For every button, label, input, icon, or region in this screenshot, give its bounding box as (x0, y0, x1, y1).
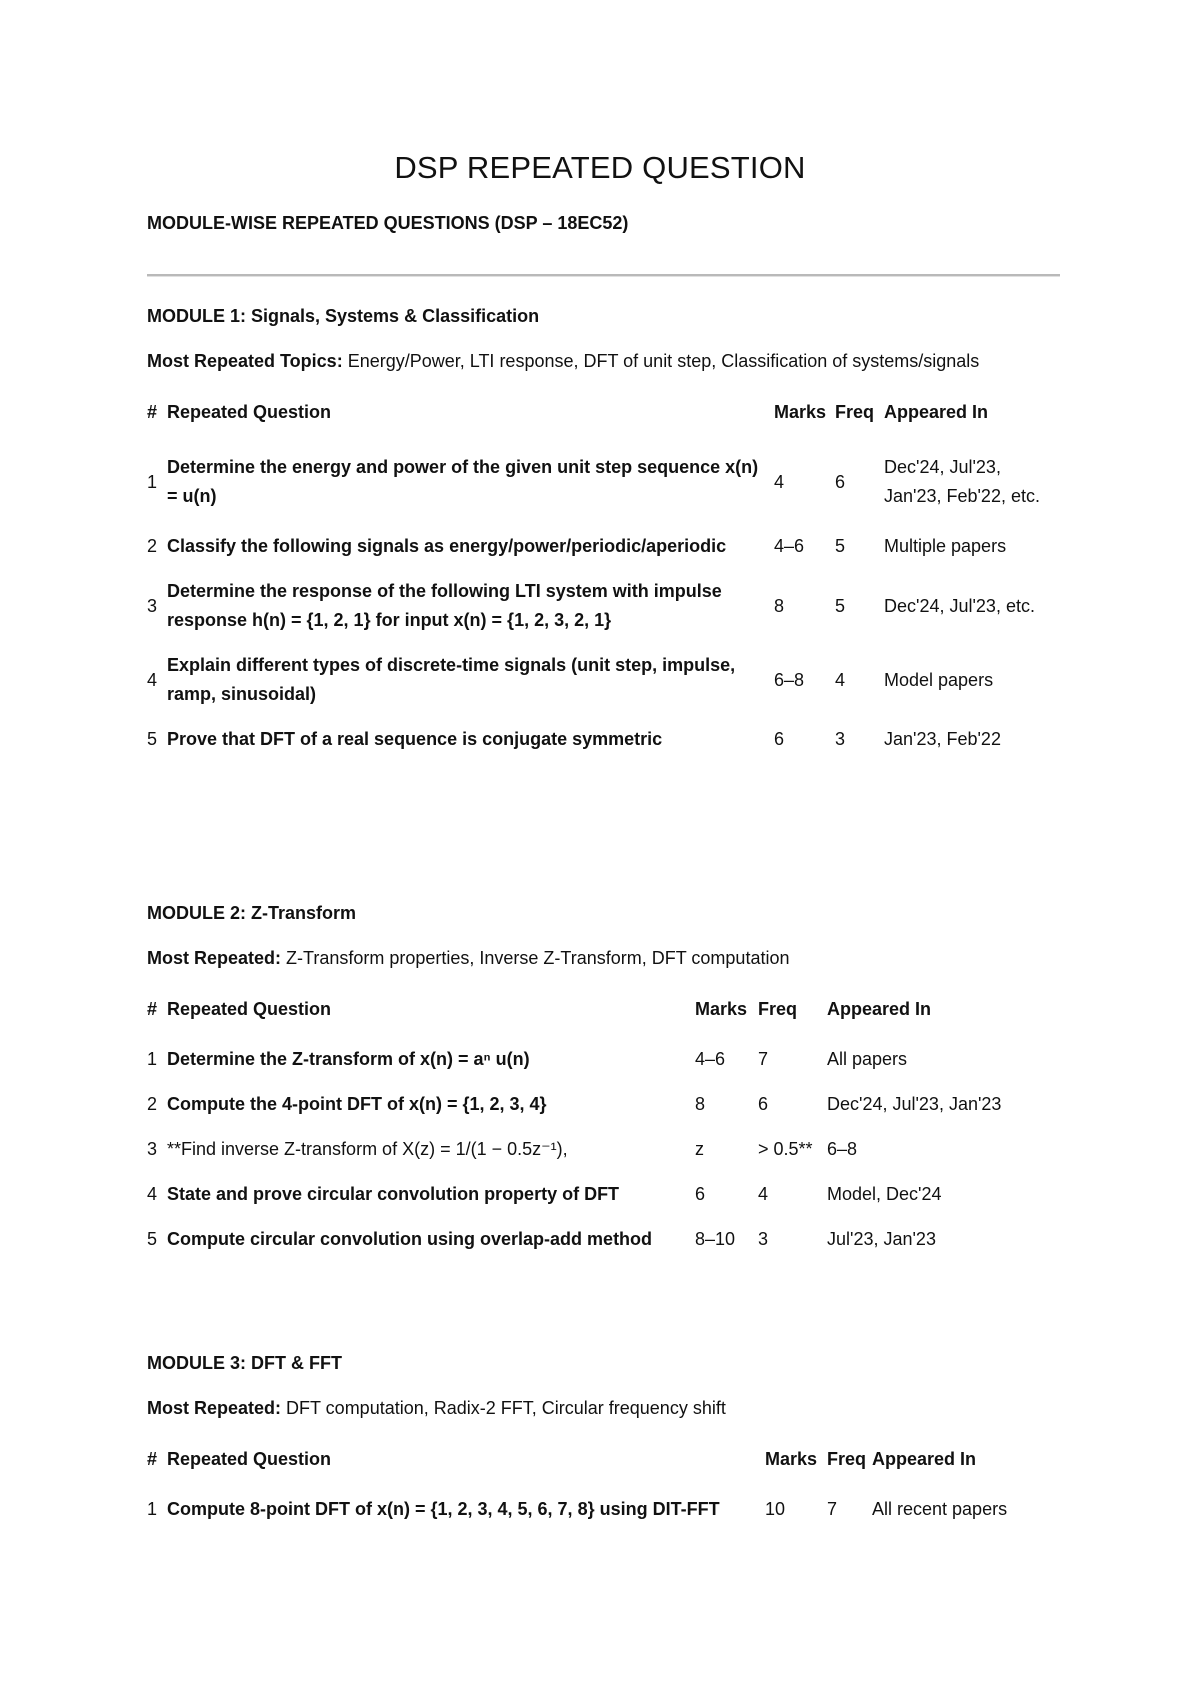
row-question: Prove that DFT of a real sequence is conjugate symmetric (167, 729, 663, 749)
module-2-title: MODULE 2: Z-Transform (147, 903, 357, 923)
row-number: 3 (147, 1139, 158, 1159)
row-number: 1 (147, 1499, 158, 1519)
row-marks: 6 (695, 1184, 706, 1204)
table-row (147, 1082, 1027, 1127)
row-freq: 5 (835, 536, 846, 556)
module-3-topics-label: Most Repeated: (147, 1398, 282, 1418)
page-subtitle: MODULE-WISE REPEATED QUESTIONS (DSP – 18EC52) (147, 213, 629, 233)
header-appeared: Appeared In (872, 1449, 977, 1469)
table-row (147, 1487, 1052, 1532)
row-freq: > 0.5** (758, 1139, 813, 1159)
row-number: 1 (147, 1049, 158, 1069)
table-header-row (147, 398, 1064, 440)
header-number: # (147, 1449, 158, 1469)
table-row (147, 1172, 1027, 1217)
module-3-topics-text: DFT computation, Radix-2 FFT, Circular frequency shift (281, 1398, 726, 1418)
row-appeared: Dec'24, Jul'23, Jan'23 (827, 1094, 1002, 1114)
header-number: # (147, 999, 158, 1019)
row-question: Compute circular convolution using overlap-add method (167, 1229, 653, 1249)
row-question: State and prove circular convolution property of DFT (167, 1184, 620, 1204)
row-freq: 3 (835, 729, 846, 749)
row-freq: 4 (835, 669, 846, 690)
module-3-table (147, 1445, 1052, 1532)
row-question: Compute 8-point DFT of x(n) = {1, 2, 3, 4, 5, 6, 7, 8} using DIT-FFT (167, 1499, 720, 1519)
row-appeared: Dec'24, Jul'23, Jan'23, Feb'22, etc. (884, 457, 1040, 506)
row-appeared: All recent papers (872, 1499, 1008, 1519)
row-marks: 4 (774, 471, 785, 492)
table-row (147, 717, 1064, 762)
row-marks: 4–6 (774, 536, 805, 556)
row-number: 4 (147, 1184, 158, 1204)
row-question: Classify the following signals as energy/power/periodic/aperiodic (167, 536, 727, 556)
header-number: # (147, 402, 158, 422)
module-1-topics-label: Most Repeated Topics: (147, 351, 343, 371)
row-question: **Find inverse Z-transform of X(z) = 1/(1 − 0.5z⁻¹), (167, 1139, 568, 1159)
row-freq: 7 (827, 1499, 838, 1519)
row-number: 5 (147, 1229, 158, 1249)
module-2-table (147, 995, 1027, 1262)
row-number: 1 (147, 471, 158, 492)
header-question: Repeated Question (167, 999, 332, 1019)
row-question: Determine the response of the following LTI system with impulse response h(n) = {1, 2, 1} for input x(n) = {1, 2, 3, 2, 1} (167, 581, 722, 630)
header-freq: Freq (758, 999, 798, 1019)
row-freq: 6 (835, 471, 846, 492)
header-freq: Freq (835, 402, 875, 422)
table-row (147, 440, 1064, 524)
row-number: 2 (147, 536, 158, 556)
row-marks: z (695, 1139, 704, 1159)
module-2-topics-label: Most Repeated: (147, 948, 282, 968)
table-header-row (147, 995, 1027, 1037)
row-freq: 4 (758, 1184, 769, 1204)
page-title: DSP REPEATED QUESTION (394, 150, 806, 185)
row-question: Determine the energy and power of the given unit step sequence x(n) = u(n) (167, 457, 759, 506)
row-number: 2 (147, 1094, 158, 1114)
table-row (147, 1037, 1027, 1082)
row-marks: 10 (765, 1499, 786, 1519)
header-marks: Marks (765, 1449, 818, 1469)
row-question: Compute the 4-point DFT of x(n) = {1, 2, 3, 4} (167, 1094, 547, 1114)
header-question: Repeated Question (167, 402, 332, 422)
row-marks: 6 (774, 729, 785, 749)
module-2-topics (147, 948, 789, 969)
row-number: 5 (147, 729, 158, 749)
row-appeared: Jul'23, Jan'23 (827, 1229, 936, 1249)
row-appeared: 6–8 (827, 1139, 858, 1159)
table-row (147, 1127, 1027, 1172)
row-freq: 3 (758, 1229, 769, 1249)
row-freq: 5 (835, 595, 846, 616)
row-appeared: Model papers (884, 669, 994, 690)
row-question: Determine the Z-transform of x(n) = aⁿ u(n) (167, 1049, 530, 1069)
table-row (147, 569, 1064, 643)
table-header-row (147, 1445, 1052, 1487)
module-1-topics-text: Energy/Power, LTI response, DFT of unit step, Classification of systems/signals (342, 351, 980, 371)
row-appeared: Multiple papers (884, 536, 1007, 556)
row-number: 4 (147, 669, 158, 690)
row-appeared: All papers (827, 1049, 908, 1069)
row-number: 3 (147, 595, 158, 616)
header-freq: Freq (827, 1449, 867, 1469)
table-row (147, 1217, 1027, 1262)
module-3-title: MODULE 3: DFT & FFT (147, 1353, 342, 1373)
row-appeared: Model, Dec'24 (827, 1184, 942, 1204)
header-appeared: Appeared In (827, 999, 932, 1019)
module-2-topics-text: Z-Transform properties, Inverse Z-Transform, DFT computation (281, 948, 790, 968)
row-marks: 8 (774, 595, 785, 616)
row-marks: 6–8 (774, 669, 805, 690)
table-row (147, 643, 1064, 717)
row-marks: 8–10 (695, 1229, 736, 1249)
row-appeared: Dec'24, Jul'23, etc. (884, 595, 1035, 616)
row-marks: 8 (695, 1094, 706, 1114)
horizontal-divider (147, 274, 1060, 277)
module-3-topics (147, 1398, 726, 1419)
row-freq: 6 (758, 1094, 769, 1114)
module-1-title: MODULE 1: Signals, Systems & Classification (147, 306, 540, 326)
header-marks: Marks (695, 999, 748, 1019)
module-1-table (147, 398, 1064, 762)
module-1-topics (147, 351, 979, 372)
row-question: Explain different types of discrete-time signals (unit step, impulse, ramp, sinusoidal) (167, 655, 736, 704)
header-marks: Marks (774, 402, 827, 422)
row-appeared: Jan'23, Feb'22 (884, 729, 1001, 749)
table-row (147, 524, 1064, 569)
header-appeared: Appeared In (884, 402, 989, 422)
row-marks: 4–6 (695, 1049, 726, 1069)
row-freq: 7 (758, 1049, 769, 1069)
header-question: Repeated Question (167, 1449, 332, 1469)
